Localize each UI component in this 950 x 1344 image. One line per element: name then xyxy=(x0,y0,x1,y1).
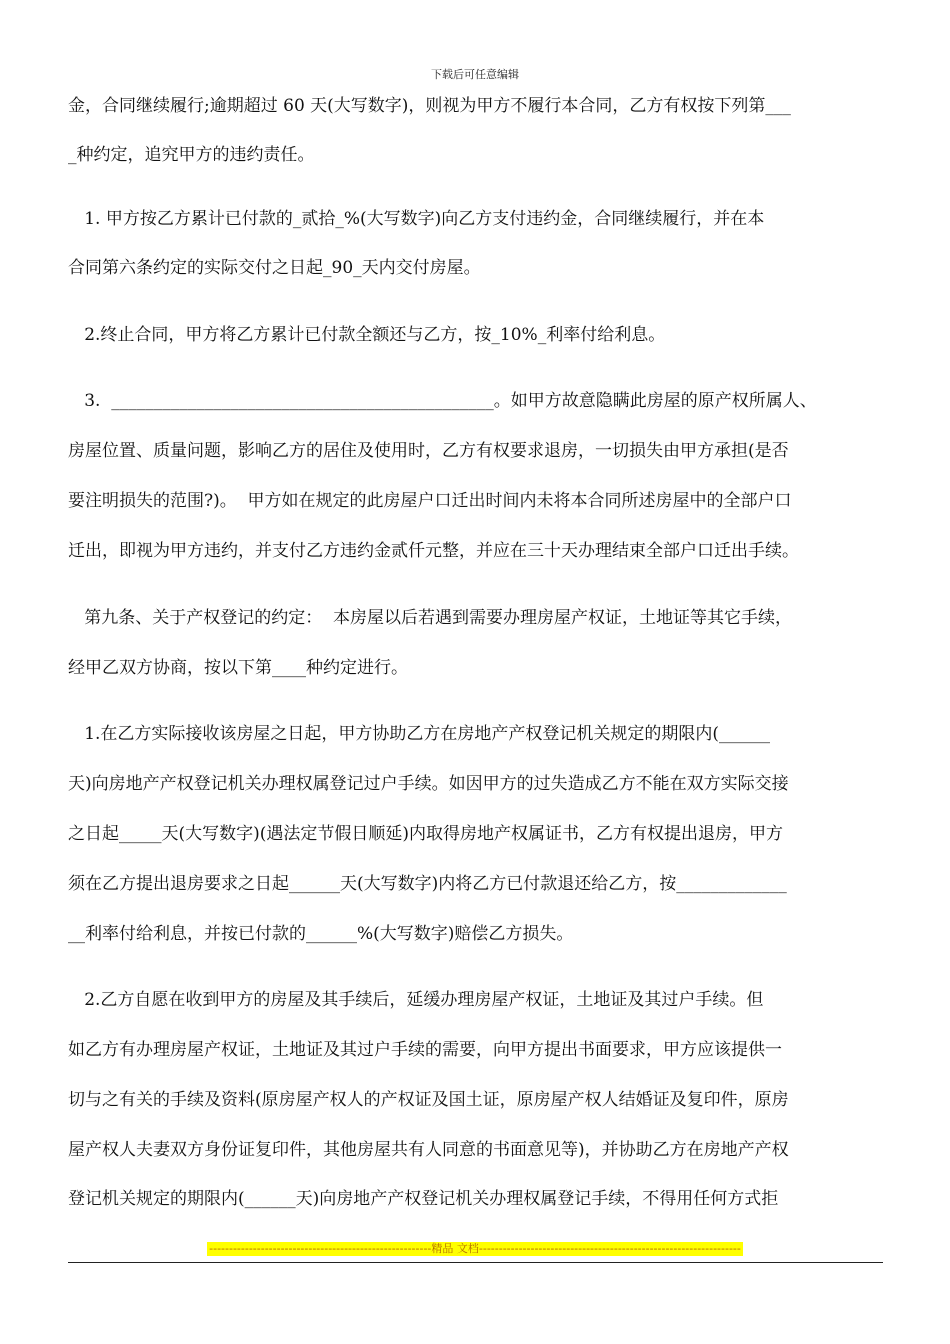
body-line: 屋产权人夫妻双方身份证复印件，其他房屋共有人同意的书面意见等)，并协助乙方在房地产产权 xyxy=(68,1140,789,1160)
body-line: 如乙方有办理房屋产权证，土地证及其过户手续的需要，向甲方提出书面要求，甲方应该提供一 xyxy=(68,1040,782,1060)
footer-watermark: --------------------------------------------------------精品 文档------------------------------------------------------------------ xyxy=(209,1242,741,1255)
body-line: 第九条、关于产权登记的约定： 本房屋以后若遇到需要办理房屋产权证，土地证等其它手续， xyxy=(68,608,793,628)
body-line: 要注明损失的范围?)。 甲方如在规定的此房屋户口迁出时间内未将本合同所述房屋中的全部户口 xyxy=(68,491,792,511)
page-header: 下载后可任意编辑 xyxy=(431,68,519,81)
body-line: 经甲乙双方协商，按以下第____种约定进行。 xyxy=(68,658,408,678)
body-line: 天)向房地产产权登记机关办理权属登记过户手续。如因甲方的过失造成乙方不能在双方实际交接 xyxy=(68,774,789,794)
body-line: 1. 甲方按乙方累计已付款的_贰拾_%(大写数字)向乙方支付违约金，合同继续履行，并在本 xyxy=(68,209,765,229)
body-line: 之日起_____天(大写数字)(遇法定节假日顺延)内取得房地产权属证书，乙方有权提出退房，甲方 xyxy=(68,824,784,844)
body-line: 迁出，即视为甲方违约，并支付乙方违约金贰仟元整，并应在三十天办理结束全部户口迁出手续。 xyxy=(68,541,799,561)
body-line: 切与之有关的手续及资料(原房屋产权人的产权证及国土证，原房屋产权人结婚证及复印件，原房 xyxy=(68,1090,789,1110)
body-line: _种约定，追究甲方的违约责任。 xyxy=(68,145,315,165)
body-line: 金，合同继续履行;逾期超过 60 天(大写数字)，则视为甲方不履行本合同，乙方有权按下列第___ xyxy=(68,96,791,116)
body-line: 2.终止合同，甲方将乙方累计已付款全额还与乙方，按_10%_利率付给利息。 xyxy=(68,325,666,345)
body-line: 3. _____________________________________________。如甲方故意隐瞒此房屋的原产权所属人、 xyxy=(68,391,817,411)
footer-divider xyxy=(68,1262,883,1263)
page-footer xyxy=(0,1242,950,1261)
body-line: 1.在乙方实际接收该房屋之日起，甲方协助乙方在房地产产权登记机关规定的期限内(______ xyxy=(68,724,771,744)
body-line: 须在乙方提出退房要求之日起______天(大写数字)内将乙方已付款退还给乙方，按_____________ xyxy=(68,874,787,894)
body-line: 2.乙方自愿在收到甲方的房屋及其手续后，延缓办理房屋产权证，土地证及其过户手续。但 xyxy=(68,990,764,1010)
body-line: __利率付给利息，并按已付款的______%(大写数字)赔偿乙方损失。 xyxy=(68,924,574,944)
body-line: 房屋位置、质量问题，影响乙方的居住及使用时，乙方有权要求退房，一切损失由甲方承担(是否 xyxy=(68,441,789,461)
body-line: 登记机关规定的期限内(______天)向房地产产权登记机关办理权属登记手续，不得用任何方式拒 xyxy=(68,1189,779,1209)
body-line: 合同第六条约定的实际交付之日起_90_天内交付房屋。 xyxy=(68,258,481,278)
